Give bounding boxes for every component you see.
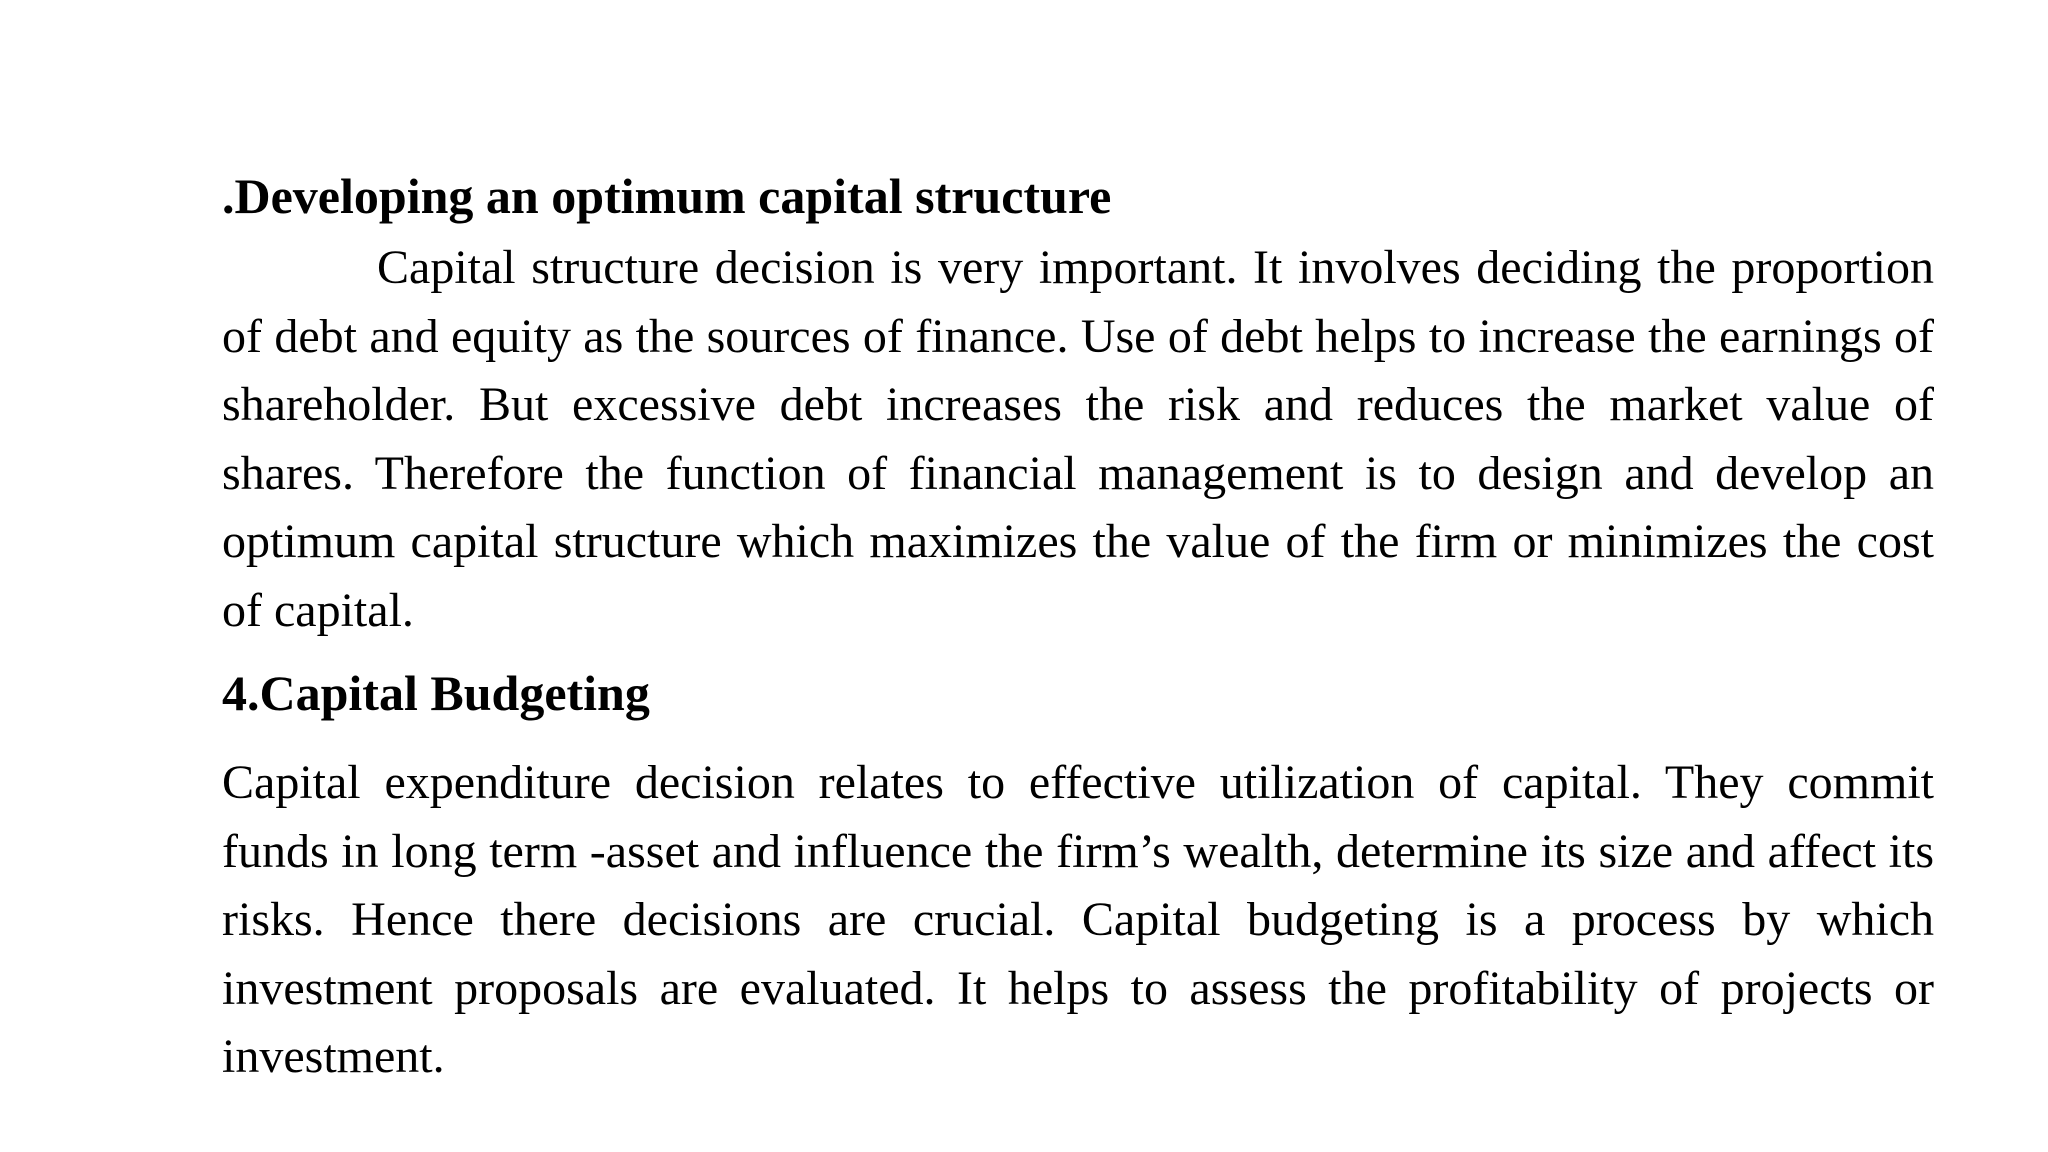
section-body-capital-structure: Capital structure decision is very important. It involves deciding the proportion of debt and equity as the sources of finance. Use of debt helps to increase the earnings of shareholder. But excessive debt increases the risk and reduces the market value of shares. Therefore the function of financial management is to design and develop an optimum capital structure which maximizes the value of the firm or minimizes the cost of capital. [222, 241, 1934, 637]
document-content [222, 162, 1934, 1092]
section-body-capital-budgeting: Capital expenditure decision relates to effective utilization of capital. They commit funds in long term -asset and influence the firm’s wealth, determine its size and affect its risks. Hence there decisions are crucial. Capital budgeting is a process by which investment proposals are evaluated. It helps to assess the profitability of projects or investment. [222, 756, 1934, 1083]
section-heading-capital-budgeting: 4.Capital Budgeting [222, 665, 650, 721]
section-heading-capital-structure: .Developing an optimum capital structure [222, 168, 1112, 224]
